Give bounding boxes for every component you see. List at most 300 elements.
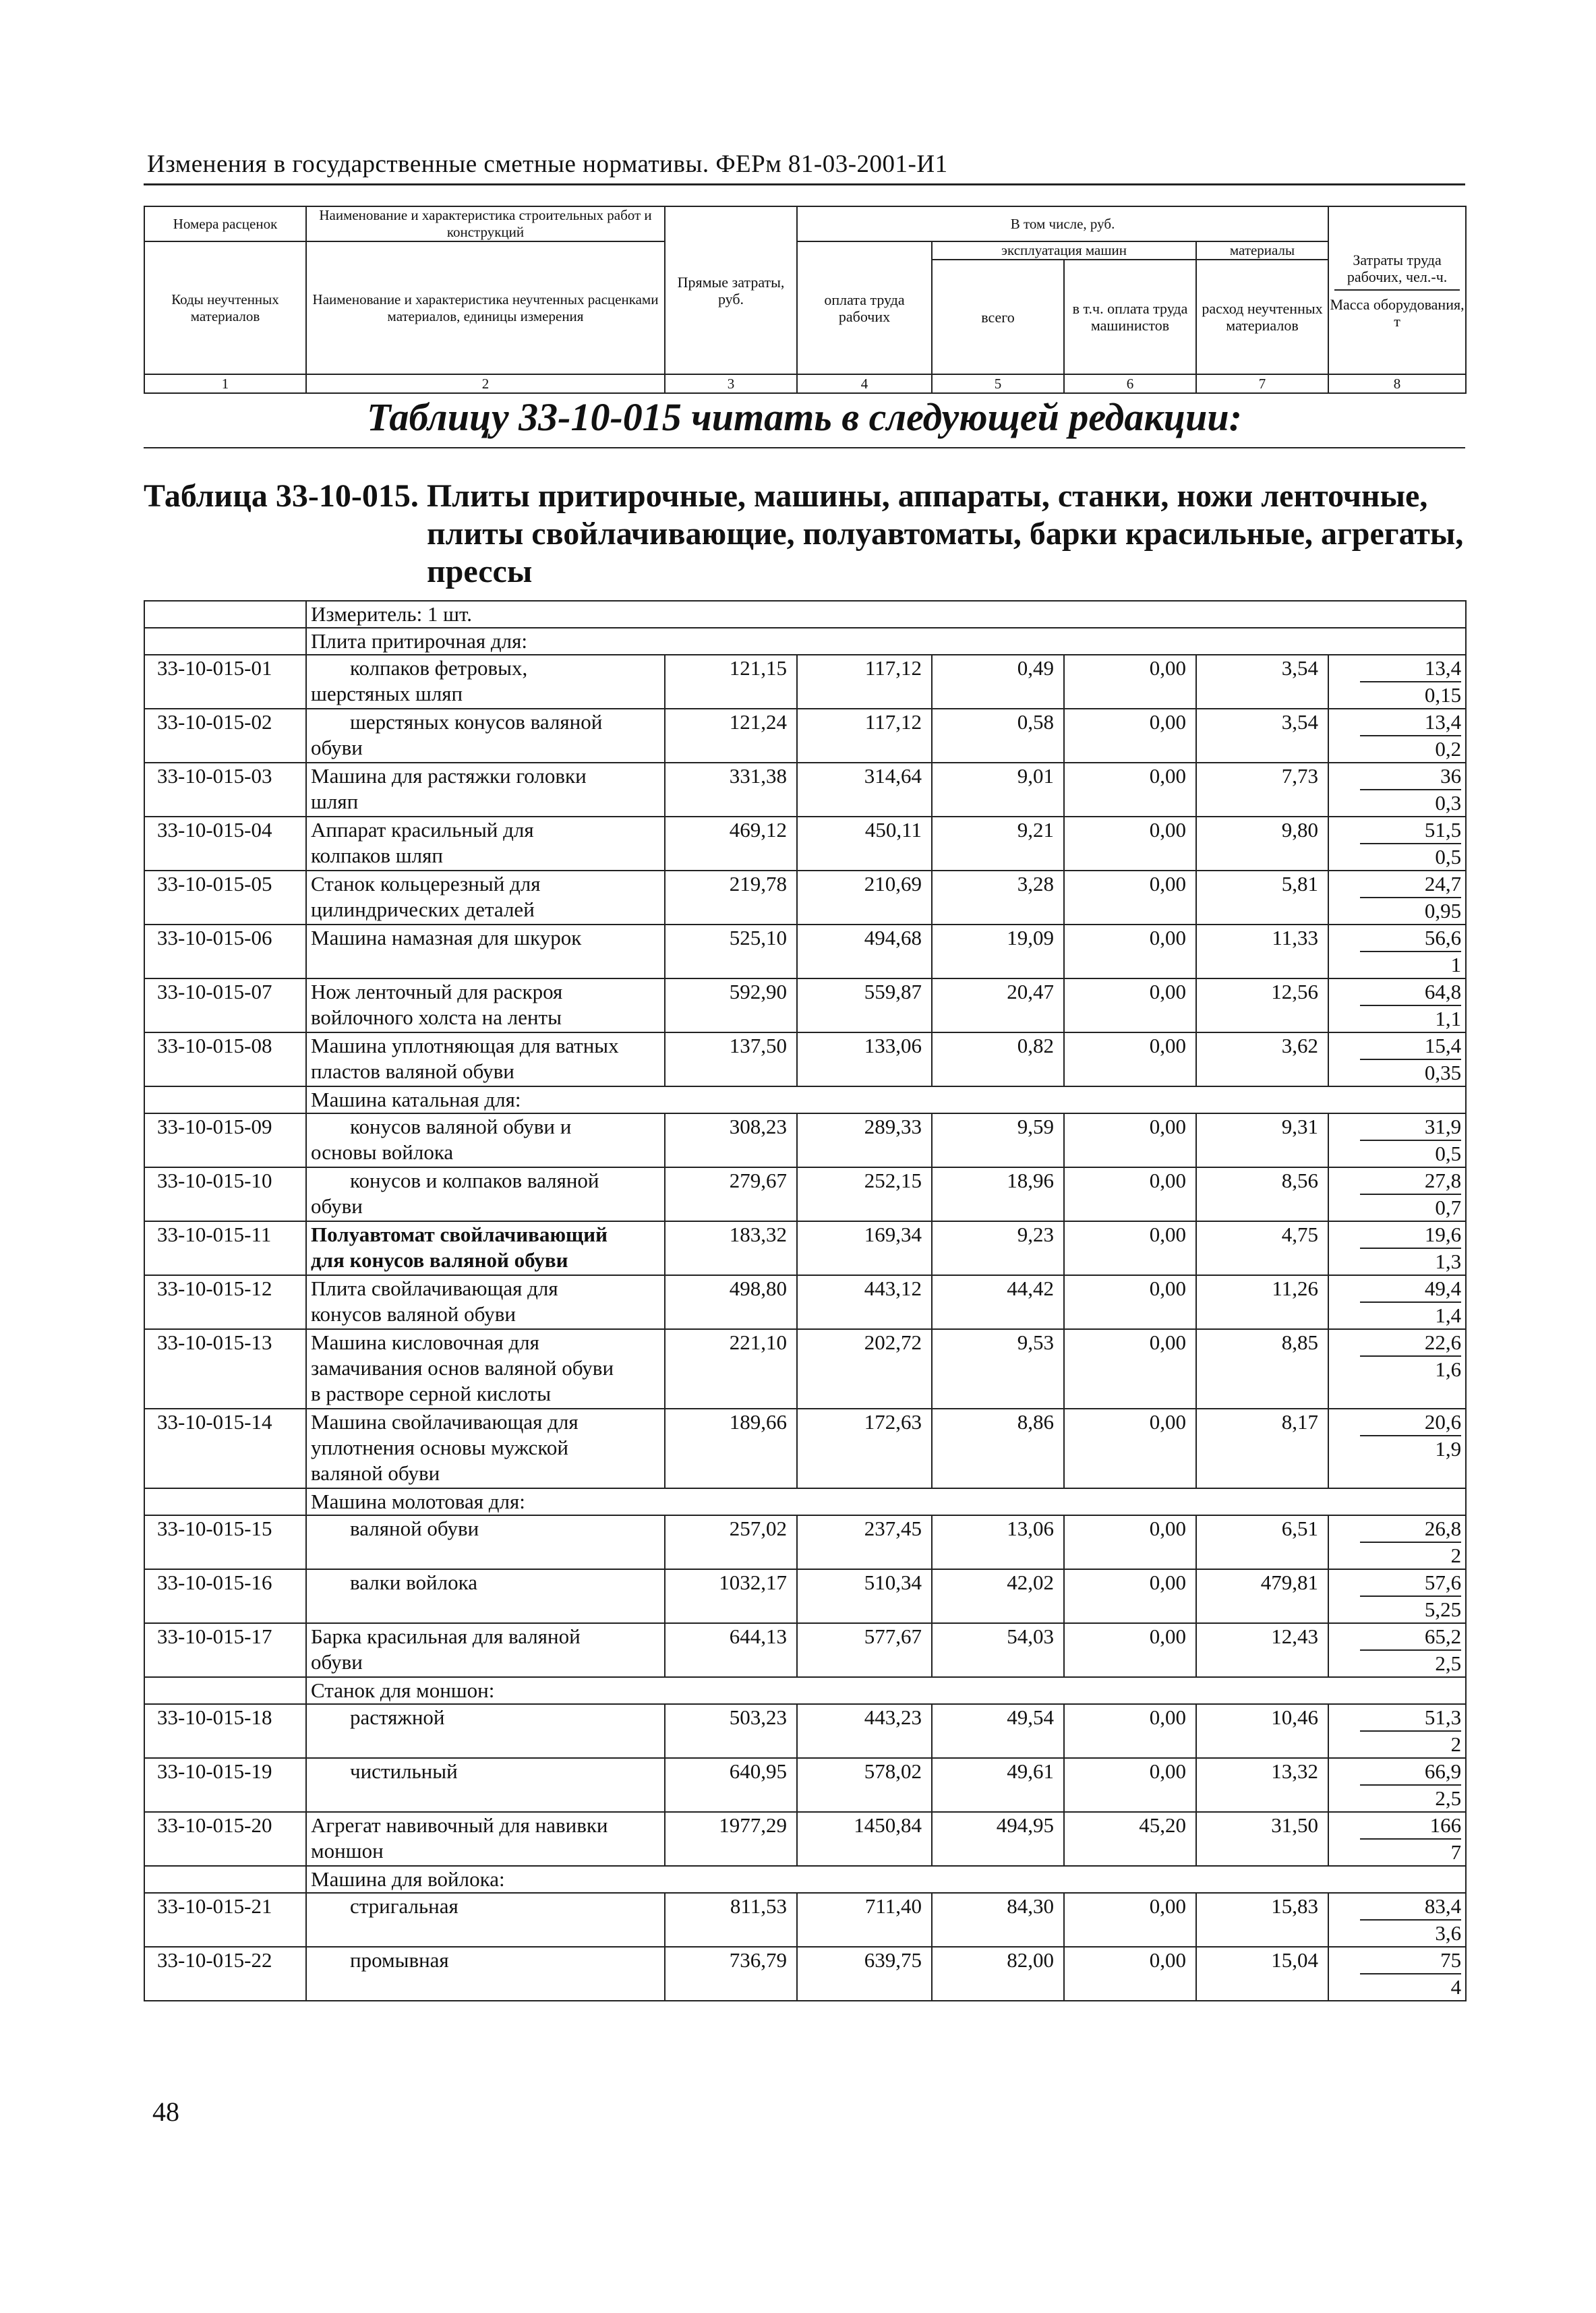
machinist-wages-cell: 0,00 xyxy=(1064,1569,1196,1623)
rate-code: 33-10-015-05 xyxy=(144,871,306,925)
mass-value: 0,5 xyxy=(1435,845,1462,869)
rate-name xyxy=(306,763,665,817)
rate-code: 33-10-015-08 xyxy=(144,1032,306,1086)
machinist-wages-cell: 0,00 xyxy=(1064,1167,1196,1221)
rate-code: 33-10-015-21 xyxy=(144,1893,306,1947)
machinist-wages-cell: 0,00 xyxy=(1064,925,1196,978)
wages-cell: 133,06 xyxy=(797,1032,932,1086)
machines-cell: 20,47 xyxy=(932,978,1064,1032)
table-row xyxy=(144,978,1466,1032)
column-number: 8 xyxy=(1328,374,1466,393)
labor-mass-cell xyxy=(1328,1758,1466,1812)
table-row xyxy=(144,1409,1466,1488)
labor-mass-cell xyxy=(1328,1329,1466,1409)
mass-value: 5,25 xyxy=(1424,1598,1462,1621)
rate-code: 33-10-015-20 xyxy=(144,1812,306,1866)
rates-table-body xyxy=(144,601,1466,2001)
instruction-rule xyxy=(144,447,1465,448)
rate-name-line: колпаков шляп xyxy=(311,844,443,867)
labor-value: 51,3 xyxy=(1360,1705,1461,1732)
wages-cell: 577,67 xyxy=(797,1623,932,1677)
wages-cell: 237,45 xyxy=(797,1515,932,1569)
wages-cell: 252,15 xyxy=(797,1167,932,1221)
machinist-wages-cell: 0,00 xyxy=(1064,1275,1196,1329)
table-row xyxy=(144,925,1466,978)
mass-value: 2 xyxy=(1450,1544,1462,1567)
empty-cell xyxy=(144,1488,306,1515)
machinist-wages-cell: 45,20 xyxy=(1064,1812,1196,1866)
materials-cell: 11,33 xyxy=(1196,925,1328,978)
table-title-line-1: Таблица 33-10-015. Плиты притирочные, машины, аппараты, станки, ножи ленточные, xyxy=(144,478,1428,514)
rate-name-line: шляп xyxy=(311,790,359,813)
materials-cell: 13,32 xyxy=(1196,1758,1328,1812)
group-label: Машина молотовая для: xyxy=(306,1488,1466,1515)
rate-name-line: валяной обуви xyxy=(350,1517,479,1540)
labor-mass-cell xyxy=(1328,871,1466,925)
machines-cell: 49,54 xyxy=(932,1704,1064,1758)
wages-cell: 443,23 xyxy=(797,1704,932,1758)
rate-name-line: войлочного холста на ленты xyxy=(311,1005,562,1029)
wages-cell: 289,33 xyxy=(797,1113,932,1167)
mass-value: 1,4 xyxy=(1435,1304,1462,1327)
header-direct-costs: Прямые затраты, руб. xyxy=(665,206,797,374)
rate-name-line: конусов и колпаков валяной xyxy=(350,1169,599,1192)
direct-costs-cell: 308,23 xyxy=(665,1113,797,1167)
rate-name-line: чистильный xyxy=(350,1759,458,1783)
table-row xyxy=(144,1947,1466,2001)
rate-code: 33-10-015-14 xyxy=(144,1409,306,1488)
empty-cell xyxy=(144,1866,306,1893)
materials-cell: 15,83 xyxy=(1196,1893,1328,1947)
materials-cell: 8,17 xyxy=(1196,1409,1328,1488)
direct-costs-cell: 121,24 xyxy=(665,709,797,763)
mass-value: 2,5 xyxy=(1435,1786,1462,1810)
table-row xyxy=(144,1329,1466,1409)
machinist-wages-cell: 0,00 xyxy=(1064,1409,1196,1488)
rate-name xyxy=(306,1758,665,1812)
table-title-line-2: плиты свойлачивающие, полуавтоматы, барки красильные, агрегаты, xyxy=(427,516,1464,552)
machinist-wages-cell: 0,00 xyxy=(1064,1893,1196,1947)
rate-name-line: пластов валяной обуви xyxy=(311,1059,514,1083)
rate-name-line: Машина для растяжки головки xyxy=(311,764,587,788)
rate-name-line: валяной обуви xyxy=(311,1461,440,1485)
wages-cell: 169,34 xyxy=(797,1221,932,1275)
rate-code: 33-10-015-15 xyxy=(144,1515,306,1569)
empty-cell xyxy=(144,1086,306,1113)
rate-name xyxy=(306,1113,665,1167)
machinist-wages-cell: 0,00 xyxy=(1064,1113,1196,1167)
rate-code: 33-10-015-19 xyxy=(144,1758,306,1812)
mass-value: 1 xyxy=(1450,953,1462,976)
direct-costs-cell: 257,02 xyxy=(665,1515,797,1569)
rate-name xyxy=(306,978,665,1032)
machines-cell: 9,53 xyxy=(932,1329,1064,1409)
labor-mass-cell xyxy=(1328,978,1466,1032)
mass-value: 2 xyxy=(1450,1732,1462,1756)
header-codes-top: Номера расценок xyxy=(144,206,306,241)
direct-costs-cell: 644,13 xyxy=(665,1623,797,1677)
labor-mass-cell xyxy=(1328,1113,1466,1167)
rate-name-line: Плита свойлачивающая для xyxy=(311,1277,558,1300)
rate-code: 33-10-015-13 xyxy=(144,1329,306,1409)
direct-costs-cell: 498,80 xyxy=(665,1275,797,1329)
rate-name-line: шерстяных конусов валяной xyxy=(350,710,603,734)
rate-name-line: Полуавтомат свойлачивающий xyxy=(311,1223,608,1246)
materials-cell: 10,46 xyxy=(1196,1704,1328,1758)
header-wages: оплата труда рабочих xyxy=(797,241,932,374)
labor-mass-cell xyxy=(1328,1623,1466,1677)
labor-value: 57,6 xyxy=(1360,1570,1461,1597)
materials-cell: 6,51 xyxy=(1196,1515,1328,1569)
machinist-wages-cell: 0,00 xyxy=(1064,709,1196,763)
direct-costs-cell: 592,90 xyxy=(665,978,797,1032)
machines-cell: 3,28 xyxy=(932,871,1064,925)
wages-cell: 314,64 xyxy=(797,763,932,817)
table-row xyxy=(144,817,1466,871)
wages-cell: 202,72 xyxy=(797,1329,932,1409)
machinist-wages-cell: 0,00 xyxy=(1064,1032,1196,1086)
rate-code: 33-10-015-02 xyxy=(144,709,306,763)
rate-name xyxy=(306,1167,665,1221)
rate-name-line: в растворе серной кислоты xyxy=(311,1382,552,1405)
direct-costs-cell: 1977,29 xyxy=(665,1812,797,1866)
labor-value: 31,9 xyxy=(1360,1114,1461,1141)
wages-cell: 639,75 xyxy=(797,1947,932,2001)
wages-cell: 450,11 xyxy=(797,817,932,871)
table-row xyxy=(144,871,1466,925)
rate-name-line: обуви xyxy=(311,1194,363,1218)
direct-costs-cell: 279,67 xyxy=(665,1167,797,1221)
rate-name-line: основы войлока xyxy=(311,1140,454,1164)
wages-cell: 711,40 xyxy=(797,1893,932,1947)
direct-costs-cell: 183,32 xyxy=(665,1221,797,1275)
machinist-wages-cell: 0,00 xyxy=(1064,1758,1196,1812)
labor-mass-cell xyxy=(1328,1167,1466,1221)
empty-cell xyxy=(144,628,306,655)
materials-cell: 3,62 xyxy=(1196,1032,1328,1086)
rate-name-line: обуви xyxy=(311,1650,363,1674)
mass-value: 0,5 xyxy=(1435,1142,1462,1165)
rate-code: 33-10-015-16 xyxy=(144,1569,306,1623)
machines-cell: 84,30 xyxy=(932,1893,1064,1947)
machines-cell: 42,02 xyxy=(932,1569,1064,1623)
wages-cell: 117,12 xyxy=(797,655,932,709)
machines-cell: 8,86 xyxy=(932,1409,1064,1488)
column-number-row xyxy=(144,374,1466,393)
direct-costs-cell: 1032,17 xyxy=(665,1569,797,1623)
rate-name xyxy=(306,1623,665,1677)
labor-value: 83,4 xyxy=(1360,1894,1461,1921)
rate-name xyxy=(306,1275,665,1329)
group-label: Станок для моншон: xyxy=(306,1677,1466,1704)
mass-value: 1,9 xyxy=(1435,1437,1462,1461)
labor-value: 22,6 xyxy=(1360,1330,1461,1357)
wages-cell: 172,63 xyxy=(797,1409,932,1488)
table-row xyxy=(144,709,1466,763)
rate-name xyxy=(306,1329,665,1409)
labor-value: 65,2 xyxy=(1360,1624,1461,1651)
rate-name-line: шерстяных шляп xyxy=(311,682,463,705)
edit-instruction: Таблицу 33-10-015 читать в следующей редакции: xyxy=(367,395,1242,439)
labor-mass-cell xyxy=(1328,1032,1466,1086)
labor-mass-cell xyxy=(1328,1221,1466,1275)
table-row xyxy=(144,1113,1466,1167)
rate-name-line: Машина уплотняющая для ватных xyxy=(311,1034,619,1057)
rate-name xyxy=(306,817,665,871)
table-row xyxy=(144,1221,1466,1275)
mass-value: 1,1 xyxy=(1435,1007,1462,1030)
labor-mass-cell xyxy=(1328,655,1466,709)
rate-name-line: стригальная xyxy=(350,1894,459,1918)
materials-cell: 479,81 xyxy=(1196,1569,1328,1623)
direct-costs-cell: 189,66 xyxy=(665,1409,797,1488)
table-row xyxy=(144,655,1466,709)
labor-mass-cell xyxy=(1328,925,1466,978)
labor-mass-cell xyxy=(1328,1893,1466,1947)
rate-name xyxy=(306,1569,665,1623)
header-machines: эксплуатация машин xyxy=(932,241,1196,260)
rate-name-line: Барка красильная для валяной xyxy=(311,1624,581,1648)
labor-value: 24,7 xyxy=(1360,871,1461,898)
machinist-wages-cell: 0,00 xyxy=(1064,871,1196,925)
mass-value: 0,7 xyxy=(1435,1196,1462,1219)
rate-code: 33-10-015-22 xyxy=(144,1947,306,2001)
header-mass: Масса оборудования, т xyxy=(1330,295,1465,330)
labor-value: 36 xyxy=(1360,763,1461,790)
machinist-wages-cell: 0,00 xyxy=(1064,1221,1196,1275)
direct-costs-cell: 469,12 xyxy=(665,817,797,871)
labor-value: 27,8 xyxy=(1360,1168,1461,1195)
labor-value: 13,4 xyxy=(1360,655,1461,682)
rate-name-line: уплотнения основы мужской xyxy=(311,1436,568,1459)
rate-name-line: Машина свойлачивающая для xyxy=(311,1410,579,1434)
materials-cell: 15,04 xyxy=(1196,1947,1328,2001)
header-labor-rule xyxy=(1334,289,1460,291)
labor-mass-cell xyxy=(1328,709,1466,763)
rate-code: 33-10-015-17 xyxy=(144,1623,306,1677)
materials-cell: 3,54 xyxy=(1196,655,1328,709)
rate-name-line: конусов валяной обуви и xyxy=(350,1115,572,1138)
table-row xyxy=(144,1758,1466,1812)
table-row xyxy=(144,1893,1466,1947)
labor-mass-cell xyxy=(1328,1515,1466,1569)
rate-code: 33-10-015-04 xyxy=(144,817,306,871)
column-number: 6 xyxy=(1064,374,1196,393)
materials-cell: 12,56 xyxy=(1196,978,1328,1032)
mass-value: 7 xyxy=(1450,1840,1462,1864)
rate-code: 33-10-015-12 xyxy=(144,1275,306,1329)
header-name-bottom: Наименование и характеристика неучтенных расценками материалов, единицы измерения xyxy=(306,241,665,374)
labor-value: 26,8 xyxy=(1360,1516,1461,1543)
table-row xyxy=(144,1515,1466,1569)
table-row xyxy=(144,1704,1466,1758)
table-row xyxy=(144,1812,1466,1866)
measure-unit: Измеритель: 1 шт. xyxy=(306,601,1466,628)
rate-name xyxy=(306,655,665,709)
wages-cell: 210,69 xyxy=(797,871,932,925)
mass-value: 0,15 xyxy=(1424,683,1462,707)
header-labor-mass xyxy=(1328,206,1466,374)
rate-name xyxy=(306,709,665,763)
header-material-use: расход неучтенных материалов xyxy=(1196,260,1328,374)
machines-cell: 19,09 xyxy=(932,925,1064,978)
rate-name-line: Аппарат красильный для xyxy=(311,818,534,842)
labor-mass-cell xyxy=(1328,1947,1466,2001)
machines-cell: 13,06 xyxy=(932,1515,1064,1569)
labor-value: 64,8 xyxy=(1360,979,1461,1006)
header-codes-bottom: Коды неучтенных материалов xyxy=(144,241,306,374)
direct-costs-cell: 121,15 xyxy=(665,655,797,709)
direct-costs-cell: 525,10 xyxy=(665,925,797,978)
direct-costs-cell: 219,78 xyxy=(665,871,797,925)
machinist-wages-cell: 0,00 xyxy=(1064,763,1196,817)
rate-name xyxy=(306,1704,665,1758)
labor-mass-cell xyxy=(1328,817,1466,871)
direct-costs-cell: 736,79 xyxy=(665,1947,797,2001)
materials-cell: 4,75 xyxy=(1196,1221,1328,1275)
labor-mass-cell xyxy=(1328,1812,1466,1866)
mass-value: 0,3 xyxy=(1435,791,1462,815)
group-row xyxy=(144,628,1466,655)
rate-name-line: обуви xyxy=(311,736,363,759)
column-number: 1 xyxy=(144,374,306,393)
direct-costs-cell: 331,38 xyxy=(665,763,797,817)
table-title xyxy=(144,477,1465,591)
machines-cell: 49,61 xyxy=(932,1758,1064,1812)
group-label: Плита притирочная для: xyxy=(306,628,1466,655)
machines-cell: 0,82 xyxy=(932,1032,1064,1086)
table-row xyxy=(144,1623,1466,1677)
wages-cell: 443,12 xyxy=(797,1275,932,1329)
rate-name xyxy=(306,1812,665,1866)
labor-mass-cell xyxy=(1328,1409,1466,1488)
labor-value: 19,6 xyxy=(1360,1222,1461,1249)
column-header-table xyxy=(144,206,1467,394)
labor-value: 75 xyxy=(1360,1948,1461,1974)
direct-costs-cell: 137,50 xyxy=(665,1032,797,1086)
header-machines-total: всего xyxy=(932,260,1064,374)
materials-cell: 5,81 xyxy=(1196,871,1328,925)
rate-code: 33-10-015-10 xyxy=(144,1167,306,1221)
machines-cell: 9,59 xyxy=(932,1113,1064,1167)
rate-name-line: для конусов валяной обуви xyxy=(311,1248,568,1272)
rate-name-line: замачивания основ валяной обуви xyxy=(311,1356,614,1380)
rate-name xyxy=(306,871,665,925)
header-labor: Затраты труда рабочих, чел.-ч. xyxy=(1347,251,1448,285)
machinist-wages-cell: 0,00 xyxy=(1064,1704,1196,1758)
table-title-line-3: прессы xyxy=(427,554,533,589)
table-row xyxy=(144,1032,1466,1086)
rates-table xyxy=(144,600,1467,2001)
rate-name-line: валки войлока xyxy=(350,1571,477,1594)
labor-value: 20,6 xyxy=(1360,1409,1461,1436)
mass-value: 0,35 xyxy=(1424,1061,1462,1084)
rate-name xyxy=(306,1032,665,1086)
labor-mass-cell xyxy=(1328,1569,1466,1623)
machinist-wages-cell: 0,00 xyxy=(1064,1329,1196,1409)
rate-name xyxy=(306,1947,665,2001)
materials-cell: 11,26 xyxy=(1196,1275,1328,1329)
group-row xyxy=(144,1677,1466,1704)
rate-name-line: моншон xyxy=(311,1839,384,1863)
mass-value: 1,3 xyxy=(1435,1250,1462,1273)
empty-cell xyxy=(144,1677,306,1704)
machinist-wages-cell: 0,00 xyxy=(1064,817,1196,871)
materials-cell: 8,56 xyxy=(1196,1167,1328,1221)
rate-code: 33-10-015-06 xyxy=(144,925,306,978)
rate-name-line: Машина кисловочная для xyxy=(311,1330,539,1354)
table-row xyxy=(144,763,1466,817)
rate-name xyxy=(306,1221,665,1275)
wages-cell: 578,02 xyxy=(797,1758,932,1812)
empty-cell xyxy=(144,601,306,628)
labor-value: 56,6 xyxy=(1360,925,1461,952)
machines-cell: 54,03 xyxy=(932,1623,1064,1677)
machines-cell: 44,42 xyxy=(932,1275,1064,1329)
materials-cell: 31,50 xyxy=(1196,1812,1328,1866)
machines-cell: 9,23 xyxy=(932,1221,1064,1275)
machinist-wages-cell: 0,00 xyxy=(1064,1947,1196,2001)
machines-cell: 82,00 xyxy=(932,1947,1064,2001)
rate-code: 33-10-015-01 xyxy=(144,655,306,709)
labor-value: 51,5 xyxy=(1360,817,1461,844)
rate-name-line: промывная xyxy=(350,1948,449,1972)
wages-cell: 510,34 xyxy=(797,1569,932,1623)
machines-cell: 0,49 xyxy=(932,655,1064,709)
header-materials: материалы xyxy=(1196,241,1328,260)
column-number: 5 xyxy=(932,374,1064,393)
machinist-wages-cell: 0,00 xyxy=(1064,1623,1196,1677)
wages-cell: 559,87 xyxy=(797,978,932,1032)
direct-costs-cell: 221,10 xyxy=(665,1329,797,1409)
group-label: Машина для войлока: xyxy=(306,1866,1466,1893)
machines-cell: 0,58 xyxy=(932,709,1064,763)
materials-cell: 8,85 xyxy=(1196,1329,1328,1409)
labor-value: 13,4 xyxy=(1360,709,1461,736)
wages-cell: 117,12 xyxy=(797,709,932,763)
machines-cell: 9,01 xyxy=(932,763,1064,817)
direct-costs-cell: 640,95 xyxy=(665,1758,797,1812)
rate-name-line: цилиндрических деталей xyxy=(311,898,535,921)
labor-mass-cell xyxy=(1328,763,1466,817)
table-row xyxy=(144,1167,1466,1221)
mass-value: 0,95 xyxy=(1424,899,1462,923)
direct-costs-cell: 503,23 xyxy=(665,1704,797,1758)
machinist-wages-cell: 0,00 xyxy=(1064,1515,1196,1569)
rate-name-line: конусов валяной обуви xyxy=(311,1302,516,1326)
labor-mass-cell xyxy=(1328,1704,1466,1758)
header-name-top: Наименование и характеристика строительных работ и конструкций xyxy=(306,206,665,241)
measure-row xyxy=(144,601,1466,628)
mass-value: 2,5 xyxy=(1435,1651,1462,1675)
mass-value: 3,6 xyxy=(1435,1921,1462,1945)
mass-value: 4 xyxy=(1450,1975,1462,1999)
machines-cell: 9,21 xyxy=(932,817,1064,871)
running-head-rule xyxy=(144,183,1465,185)
direct-costs-cell: 811,53 xyxy=(665,1893,797,1947)
running-head: Изменения в государственные сметные нормативы. ФЕРм 81-03-2001-И1 xyxy=(147,150,948,178)
materials-cell: 12,43 xyxy=(1196,1623,1328,1677)
machinist-wages-cell: 0,00 xyxy=(1064,655,1196,709)
group-row xyxy=(144,1488,1466,1515)
rate-code: 33-10-015-03 xyxy=(144,763,306,817)
column-number: 4 xyxy=(797,374,932,393)
rate-name-line: Станок кольцерезный для xyxy=(311,872,541,896)
materials-cell: 9,80 xyxy=(1196,817,1328,871)
labor-mass-cell xyxy=(1328,1275,1466,1329)
page-number: 48 xyxy=(152,2097,179,2127)
rate-name xyxy=(306,1515,665,1569)
